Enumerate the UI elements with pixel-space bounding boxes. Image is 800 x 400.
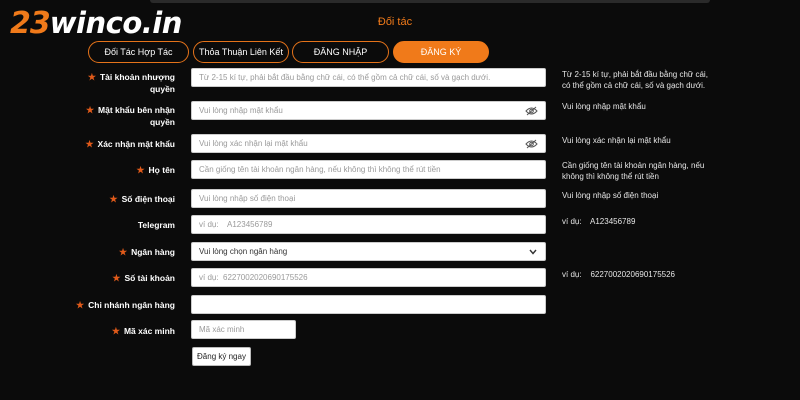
full-name-placeholder: Cần giống tên tài khoản ngân hàng, nếu không thì không thể rút tiền [199,165,441,174]
account-number-hint: ví dụ: 6227002020690175526 [562,270,675,279]
logo-text: winco.in [49,6,182,40]
account-number-label [112,272,175,284]
top-bar [150,0,710,3]
username-hint-line1: Từ 2-15 kí tự, phải bắt đầu bằng chữ cái, [562,70,708,79]
full-name-hint-line1: Cần giống tên tài khoản ngân hàng, nếu [562,161,705,170]
username-hint [562,69,712,91]
required-star-icon: ★ [109,194,118,204]
logo-number: 23 [10,6,50,41]
confirm-password-label [85,138,175,150]
phone-label [110,193,175,205]
branch-input[interactable] [191,295,546,314]
tab-bar [0,41,800,63]
required-star-icon: ★ [119,247,128,257]
phone-hint: Vui lòng nhập số điện thoại [562,191,659,200]
full-name-hint-line2: không thì không thể rút tiền [562,172,659,181]
required-star-icon: ★ [112,273,121,283]
chevron-down-icon [528,247,538,257]
username-input[interactable] [191,68,546,87]
tab-login[interactable]: ĐĂNG NHẬP [292,41,389,63]
required-star-icon: ★ [85,105,95,115]
captcha-label [112,325,175,337]
page-title: Đối tác [377,16,413,28]
full-name-input[interactable] [191,160,546,179]
required-star-icon: ★ [85,139,94,149]
account-number-input[interactable] [191,268,546,287]
full-name-label-text: Họ tên [148,165,175,175]
tab-affiliate-agreement[interactable]: Thỏa Thuận Liên Kết [193,41,289,63]
captcha-label-text: Mã xác minh [123,326,175,336]
eye-slash-icon[interactable] [524,106,538,116]
confirm-password-input[interactable] [191,134,546,153]
phone-input[interactable] [191,189,546,208]
confirm-password-hint: Vui lòng xác nhận lại mật khẩu [562,136,671,145]
tab-partner[interactable]: Đối Tác Hợp Tác [88,41,189,63]
captcha-placeholder: Mã xác minh [199,325,245,334]
account-number-placeholder: ví dụ: 6227002020690175526 [199,273,308,282]
telegram-input[interactable] [191,215,546,234]
bank-select[interactable] [191,242,546,261]
username-placeholder: Từ 2-15 kí tự, phải bắt đầu bằng chữ cái, có thể gồm cả chữ cái, số và gạch dưới. [199,73,491,82]
full-name-label [136,164,175,176]
password-label-line2: quyền [149,117,175,127]
telegram-label: Telegram [137,220,175,230]
branch-label-text: Chi nhánh ngân hàng [88,300,175,310]
telegram-placeholder: ví dụ: A123456789 [199,220,273,229]
password-label [86,104,175,128]
bank-selected-value: Vui lòng chọn ngân hàng [199,247,288,256]
password-placeholder: Vui lòng nhập mật khẩu [199,106,283,115]
username-label [88,71,175,95]
required-star-icon: ★ [111,326,120,336]
branch-label [76,299,175,311]
username-label-line1: Tài khoản nhượng [99,72,175,82]
captcha-input[interactable] [191,320,296,339]
telegram-hint: ví dụ: A123456789 [562,217,636,226]
password-label-line1: Mật khẩu bên nhận [98,105,175,115]
tab-register[interactable]: ĐĂNG KÝ [393,41,489,63]
bank-label [119,246,175,258]
register-now-button[interactable]: Đăng ký ngay [192,347,251,366]
username-hint-line2: có thể gồm cả chữ cái, số và gạch dưới. [562,81,706,90]
eye-slash-icon[interactable] [524,139,538,149]
confirm-password-label-text: Xác nhận mật khẩu [97,139,175,149]
bank-label-text: Ngân hàng [131,247,175,257]
username-label-line2: quyền [149,84,175,94]
required-star-icon: ★ [87,72,96,82]
full-name-hint [562,160,712,182]
phone-label-text: Số điện thoại [121,194,175,204]
phone-placeholder: Vui lòng nhập số điện thoại [199,194,296,203]
required-star-icon: ★ [136,165,145,175]
required-star-icon: ★ [76,300,85,310]
password-hint: Vui lòng nhập mật khẩu [562,102,646,111]
site-logo[interactable] [10,6,182,42]
confirm-password-placeholder: Vui lòng xác nhận lại mật khẩu [199,139,308,148]
password-input[interactable] [191,101,546,120]
account-number-label-text: Số tài khoản [124,273,175,283]
